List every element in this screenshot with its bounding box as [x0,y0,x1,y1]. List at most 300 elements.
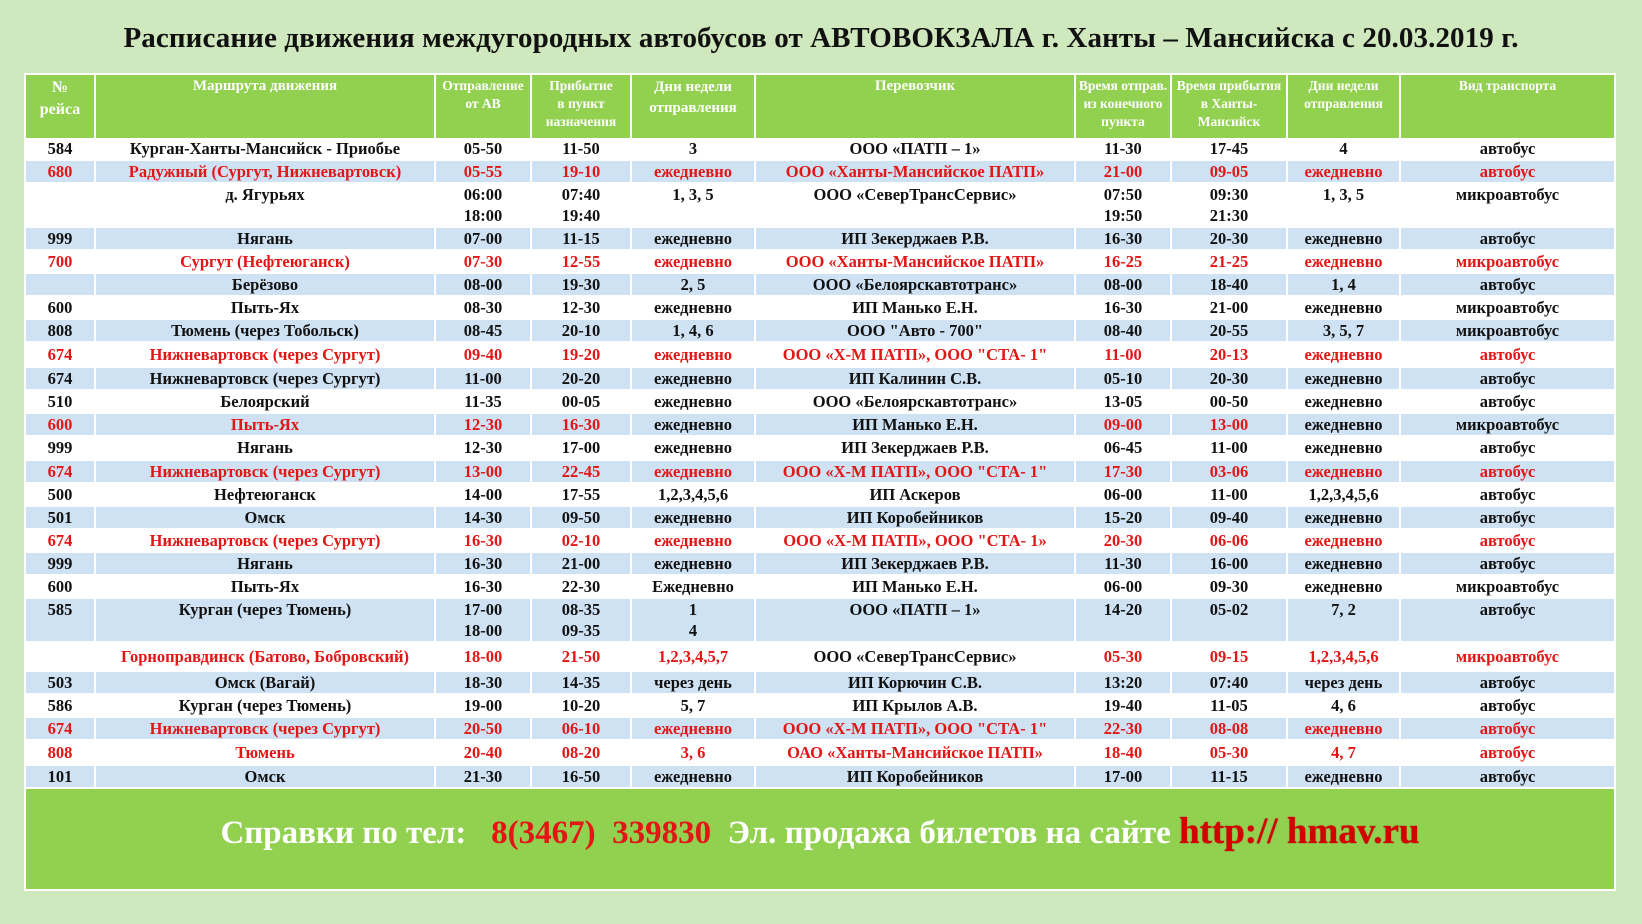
cell-text: 1,2,3,4,5,6 [657,485,729,504]
cell-ret-dep [1075,765,1171,789]
cell-text: 674 [47,462,73,481]
cell-text: 06-06 [1209,531,1249,550]
cell-text: 21-00 [1103,162,1143,181]
cell-text: автобус [1479,229,1536,248]
cell-ret-dep [1075,138,1171,160]
cell-text: ежедневно [1304,252,1383,271]
cell-ret-days [1287,598,1400,642]
cell-text: 08-00 [463,275,503,294]
cell-ret-arr [1171,717,1287,741]
cell-ret-dep [1075,296,1171,319]
cell-text: микроавтобус [1455,321,1560,340]
header-line: Вид транспорта [1458,78,1557,93]
cell-text: ежедневно [1304,531,1383,550]
cell-num [26,319,95,343]
cell-text: 10-20 [561,696,601,715]
cell-text: 22-45 [561,462,601,481]
cell-arr [531,765,631,789]
cell-text: ежедневно [1304,508,1383,527]
cell-ret-arr [1171,390,1287,413]
cell-num [26,642,95,671]
cell-text: 500 [47,485,73,504]
table-row [26,642,1614,671]
cell-text: Курган-Ханты-Мансийск - Приобье [129,139,401,158]
cell-days [631,529,755,552]
cell-carrier [755,529,1075,552]
cell-text: Нефтеюганск [214,485,316,504]
cell-type [1400,765,1614,789]
cell-dep [435,227,531,250]
cell-text: 02-10 [561,531,601,550]
schedule-frame [24,73,1616,891]
cell-arr [531,741,631,765]
cell-text: 03-06 [1209,462,1249,481]
table-row [26,296,1614,319]
cell-ret-arr [1171,671,1287,694]
cell-arr [531,717,631,741]
cell-text: 11-05 [1210,696,1248,715]
cell-ret-days [1287,138,1400,160]
cell-route [95,575,435,598]
cell-text: ежедневно [653,229,733,248]
cell-num [26,598,95,642]
cell-text: 1, 4, 6 [672,321,714,340]
cell-carrier [755,227,1075,250]
cell-text: 19-10 [561,162,601,181]
cell-text: 503 [47,673,73,692]
cell-text: ежедневно [653,508,733,527]
header-ret-dep [1075,75,1171,138]
cell-type [1400,390,1614,413]
cell-text: 07:40 [561,185,601,204]
cell-dep [435,296,531,319]
header-line: отправления [649,100,737,116]
cell-text: 13:20 [1103,673,1143,692]
cell-text: через день [654,673,732,692]
table-row [26,183,1614,227]
cell-ret-arr [1171,319,1287,343]
header-carrier [755,75,1075,138]
cell-dep [435,529,531,552]
cell-text: автобус [1479,508,1536,527]
cell-days [631,483,755,506]
cell-text: 4, 7 [1331,743,1356,762]
cell-arr [531,529,631,552]
cell-text: 07:50 [1103,185,1143,204]
cell-carrier [755,343,1075,367]
cell-carrier [755,250,1075,273]
cell-days [631,741,755,765]
cell-text: 14-35 [561,673,601,692]
cell-dep [435,160,531,183]
cell-carrier [755,552,1075,575]
cell-type [1400,506,1614,529]
cell-ret-dep [1075,390,1171,413]
cell-dep [435,575,531,598]
footer-sale-text: Эл. продажа билетов на сайте [727,815,1171,851]
cell-text: ежедневно [1304,345,1383,364]
cell-text: 16-30 [561,415,601,434]
cell-text: ИП Манько Е.Н. [852,298,978,317]
cell-arr [531,273,631,296]
cell-text: 08-08 [1209,719,1249,738]
cell-ret-dep [1075,160,1171,183]
cell-text: Курган (через Тюмень) [178,696,352,715]
cell-arr [531,506,631,529]
cell-text: Омск [244,767,286,786]
cell-arr [531,138,631,160]
cell-text: 999 [47,229,73,248]
cell-text: ежедневно [653,345,733,364]
cell-text: 21-00 [1209,298,1249,317]
header-arr [531,75,631,138]
cell-text: 09-00 [1103,415,1143,434]
cell-text: 09-30 [1209,577,1249,596]
cell-route [95,319,435,343]
cell-text: ООО «Белоярскавтотранс» [812,392,1018,411]
cell-num [26,183,95,227]
cell-num [26,390,95,413]
cell-ret-dep [1075,319,1171,343]
cell-ret-days [1287,273,1400,296]
cell-text: 19-40 [1103,696,1143,715]
cell-text: Тюмень [235,743,295,762]
cell-text: автобус [1479,531,1536,550]
cell-text: 13-05 [1103,392,1143,411]
cell-text: 18-40 [1103,743,1143,762]
cell-carrier [755,598,1075,642]
cell-ret-arr [1171,367,1287,391]
cell-dep [435,671,531,694]
cell-ret-days [1287,575,1400,598]
cell-text: ИП Манько Е.Н. [852,415,978,434]
cell-ret-dep [1075,694,1171,717]
cell-type [1400,413,1614,436]
header-type [1400,75,1614,138]
cell-text: 08-30 [463,298,503,317]
cell-days [631,343,755,367]
header-line: № [51,79,69,96]
cell-text: ежедневно [653,462,733,481]
cell-ret-days [1287,390,1400,413]
cell-route [95,343,435,367]
header-line: Маршрута движения [192,78,338,94]
cell-text: автобус [1479,139,1536,158]
cell-arr [531,598,631,642]
cell-num [26,160,95,183]
cell-arr [531,552,631,575]
cell-ret-arr [1171,273,1287,296]
cell-text: 17-45 [1209,139,1249,158]
cell-text: 16-30 [463,577,503,596]
cell-text: Нягань [237,229,293,248]
cell-route [95,460,435,484]
cell-route [95,413,435,436]
cell-text: 05-02 [1209,600,1249,619]
cell-text: 12-30 [463,438,503,457]
cell-text: 17-00 [463,600,503,619]
cell-ret-arr [1171,160,1287,183]
cell-num [26,483,95,506]
cell-text: микроавтобус [1455,298,1560,317]
cell-type [1400,296,1614,319]
cell-text: 600 [47,415,73,434]
cell-ret-dep [1075,343,1171,367]
cell-ret-dep [1075,642,1171,671]
cell-text: ИП Корючин С.В. [848,673,982,692]
cell-ret-dep [1075,436,1171,460]
cell-days [631,506,755,529]
cell-text: ООО «Ханты-Мансийское ПАТП» [785,162,1045,181]
cell-ret-arr [1171,598,1287,642]
cell-dep [435,436,531,460]
cell-route [95,671,435,694]
cell-text: ООО «СеверТрансСервис» [813,185,1017,204]
cell-ret-dep [1075,250,1171,273]
cell-ret-dep [1075,183,1171,227]
cell-days [631,552,755,575]
cell-text: ежедневно [1304,229,1383,248]
cell-text: 07-30 [463,252,503,271]
cell-text: автобус [1479,162,1536,181]
table-row [26,273,1614,296]
cell-text: 16-50 [561,767,601,786]
cell-text: автобус [1479,369,1536,388]
cell-text: 14-30 [463,508,503,527]
table-row [26,717,1614,741]
cell-arr [531,671,631,694]
cell-type [1400,436,1614,460]
cell-days [631,460,755,484]
cell-dep [435,642,531,671]
cell-text: 21-30 [463,767,503,786]
cell-text: 06-10 [561,719,601,738]
cell-text: 16-30 [463,554,503,573]
cell-ret-arr [1171,296,1287,319]
cell-text: ежедневно [653,298,733,317]
cell-text: 11-15 [562,229,600,248]
cell-text: д. Ягурьях [225,185,305,204]
cell-text: автобус [1479,554,1536,573]
cell-text: 1,2,3,4,5,6 [1308,485,1379,504]
cell-text: ООО «Ханты-Мансийское ПАТП» [785,252,1045,271]
cell-ret-days [1287,717,1400,741]
cell-text: 510 [47,392,73,411]
cell-arr [531,390,631,413]
cell-text: 13-00 [463,462,503,481]
cell-text: 674 [47,345,73,364]
cell-arr [531,160,631,183]
cell-text: 06-45 [1103,438,1143,457]
cell-ret-arr [1171,436,1287,460]
cell-text: ежедневно [1304,298,1383,317]
cell-text: 680 [47,162,73,181]
cell-num [26,552,95,575]
header-line: назначения [545,114,617,129]
cell-carrier [755,575,1075,598]
cell-text: 674 [47,369,73,388]
cell-carrier [755,741,1075,765]
cell-type [1400,273,1614,296]
cell-text: микроавтобус [1455,252,1560,271]
cell-text: автобус [1479,600,1536,619]
header-line: Дни недели [654,79,732,95]
cell-text: 7, 2 [1331,600,1356,619]
cell-text: автобус [1479,696,1536,715]
cell-text: Нижневартовск (через Сургут) [149,719,381,738]
cell-days [631,413,755,436]
table-row [26,390,1614,413]
cell-carrier [755,436,1075,460]
cell-type [1400,319,1614,343]
cell-text: ежедневно [1304,462,1383,481]
cell-text: 09-05 [1209,162,1249,181]
table-row [26,671,1614,694]
cell-text: 21:30 [1209,206,1249,225]
cell-route [95,741,435,765]
cell-dep [435,250,531,273]
cell-text: Нижневартовск (через Сургут) [149,369,381,388]
cell-dep [435,552,531,575]
header-line: рейса [39,101,81,118]
cell-text: 20-30 [1209,369,1249,388]
cell-ret-arr [1171,460,1287,484]
schedule-table [26,75,1614,789]
footer-site-link[interactable]: http:// hmav.ru [1179,811,1420,852]
cell-text: 09-35 [561,621,601,640]
cell-num [26,227,95,250]
cell-text: микроавтобус [1455,647,1560,666]
cell-ret-arr [1171,138,1287,160]
cell-text: 22-30 [1103,719,1143,738]
cell-ret-dep [1075,741,1171,765]
cell-text: Пыть-Ях [230,415,300,434]
cell-text: микроавтобус [1455,577,1560,596]
cell-carrier [755,138,1075,160]
cell-text: 08-40 [1103,321,1143,340]
cell-text: ежедневно [653,415,733,434]
cell-dep [435,343,531,367]
cell-arr [531,367,631,391]
cell-ret-days [1287,694,1400,717]
cell-type [1400,741,1614,765]
cell-type [1400,183,1614,227]
cell-num [26,138,95,160]
cell-text: 08-45 [463,321,503,340]
cell-text: ежедневно [653,531,733,550]
cell-text: 05-55 [463,162,503,181]
header-line: Дни недели [1308,78,1379,93]
cell-route [95,529,435,552]
cell-ret-dep [1075,529,1171,552]
cell-ret-arr [1171,529,1287,552]
cell-days [631,390,755,413]
cell-ret-arr [1171,183,1287,227]
cell-text: 3, 6 [680,743,706,762]
table-row [26,367,1614,391]
cell-text: автобус [1479,345,1536,364]
cell-text: ООО «СеверТрансСервис» [813,647,1017,666]
cell-ret-days [1287,183,1400,227]
cell-ret-arr [1171,483,1287,506]
cell-text: Радужный (Сургут, Нижневартовск) [128,162,402,181]
cell-text: 18-00 [463,647,503,666]
cell-ret-days [1287,642,1400,671]
cell-text: ООО «ПАТП – 1» [849,139,981,158]
cell-ret-arr [1171,413,1287,436]
cell-arr [531,483,631,506]
table-row [26,436,1614,460]
cell-days [631,694,755,717]
cell-ret-days [1287,160,1400,183]
cell-num [26,296,95,319]
cell-text: ежедневно [1304,438,1383,457]
cell-dep [435,460,531,484]
header-row [26,75,1614,138]
header-line: отправления [1304,96,1383,111]
cell-ret-dep [1075,227,1171,250]
cell-route [95,552,435,575]
cell-text: Омск (Вагай) [214,673,316,692]
cell-days [631,227,755,250]
table-row [26,598,1614,642]
cell-text: ООО «Х-М ПАТП», ООО "СТА- 1" [782,719,1048,738]
cell-carrier [755,717,1075,741]
cell-carrier [755,183,1075,227]
cell-text: ежедневно [653,369,733,388]
cell-text: 808 [47,321,73,340]
cell-text: Нижневартовск (через Сургут) [149,462,381,481]
cell-text: 18-40 [1209,275,1249,294]
cell-text: автобус [1479,392,1536,411]
cell-route [95,717,435,741]
cell-text: Нягань [237,554,293,573]
cell-num [26,250,95,273]
cell-route [95,160,435,183]
cell-text: 18-30 [463,673,503,692]
cell-route [95,273,435,296]
cell-route [95,138,435,160]
cell-ret-arr [1171,250,1287,273]
header-line: в Ханты- [1200,96,1258,111]
cell-num [26,741,95,765]
cell-text: микроавтобус [1455,415,1560,434]
cell-num [26,343,95,367]
cell-text: 1, 3, 5 [672,185,714,204]
cell-num [26,575,95,598]
cell-arr [531,642,631,671]
table-row [26,250,1614,273]
cell-ret-dep [1075,575,1171,598]
cell-ret-dep [1075,413,1171,436]
cell-ret-dep [1075,717,1171,741]
cell-ret-days [1287,343,1400,367]
header-line: Прибытие [549,78,613,93]
header-line: от АВ [465,96,501,111]
cell-text: 05-50 [463,139,503,158]
cell-text: ежедневно [1304,767,1383,786]
cell-type [1400,552,1614,575]
cell-text: Пыть-Ях [230,298,300,317]
cell-ret-arr [1171,552,1287,575]
cell-text: 14-20 [1103,600,1143,619]
header-line: Перевозчик [874,78,956,94]
cell-text: 09-40 [463,345,503,364]
cell-text: 11-50 [562,139,600,158]
cell-text: ежедневно [1304,369,1383,388]
cell-days [631,319,755,343]
cell-carrier [755,671,1075,694]
